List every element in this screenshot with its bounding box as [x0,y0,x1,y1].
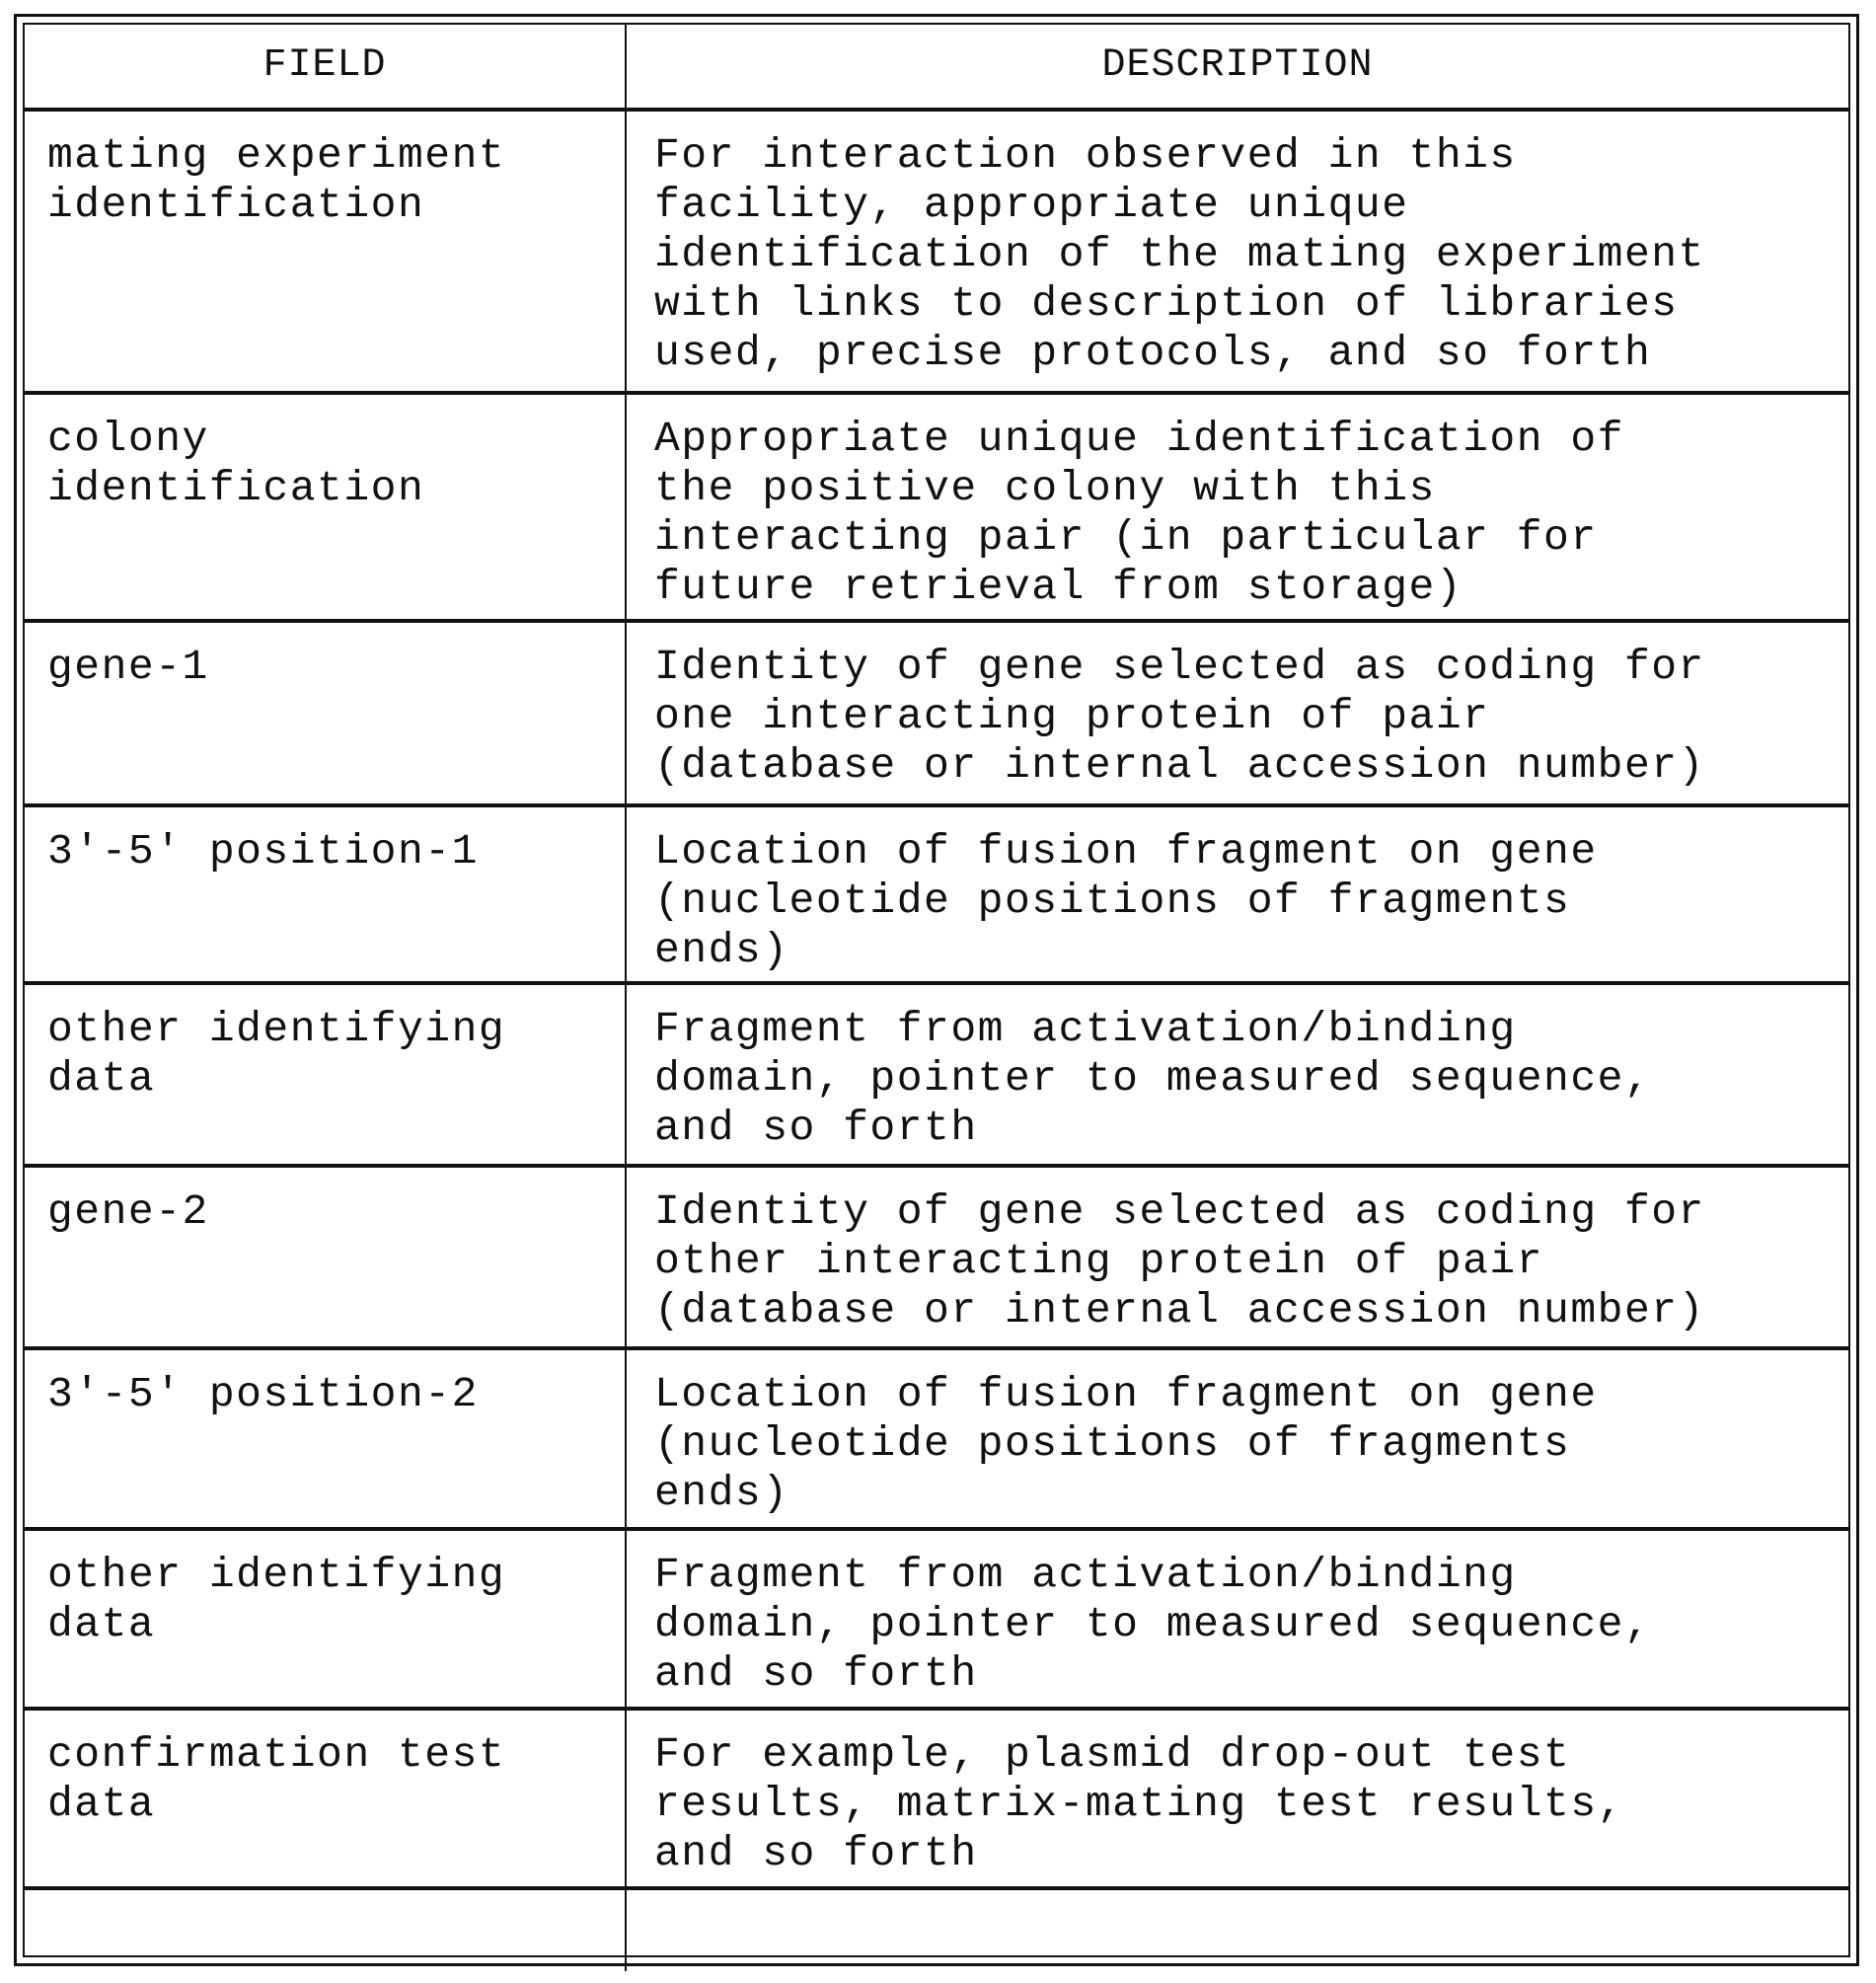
table-row [25,110,1848,393]
field-description-table [25,25,1848,1971]
field-description: For example, plasmid drop-out test results, matrix-mating test results, and so forth [654,1730,1624,1877]
field-cell [25,1348,626,1529]
field-description: Appropriate unique identification of the positive colony with this interacting pair (in particular for future retrieval from storage) [654,415,1624,611]
column-header-field: FIELD [25,25,626,110]
table-row [25,393,1848,621]
field-description: Fragment from activation/binding domain, pointer to measured sequence, and so forth [654,1551,1652,1698]
field-cell [25,1888,626,1971]
table-outer-border [14,14,1859,1966]
field-name [25,1890,625,1910]
description-cell [626,1348,1848,1529]
field-description: For interaction observed in this facility, appropriate unique identification of the mating experiment with links to description of libraries used, precise protocols, and so forth [654,131,1705,377]
field-cell [25,621,626,805]
field-description: Fragment from activation/binding domain, pointer to measured sequence, and so forth [654,1005,1652,1152]
description-cell [626,983,1848,1166]
field-name: gene-1 [47,643,209,691]
description-cell [626,1709,1848,1888]
description-cell [626,805,1848,983]
table-row-empty [25,1888,1848,1971]
field-name: other identifying data [47,1551,506,1648]
table-row [25,1529,1848,1709]
table-row [25,805,1848,983]
field-name: colony identification [47,415,425,512]
table-row [25,621,1848,805]
field-cell [25,110,626,393]
description-cell [626,1888,1848,1971]
field-name: 3′-5′ position-1 [47,827,479,876]
description-cell [626,621,1848,805]
table-header-row [25,25,1848,110]
table-inner-border [23,23,1850,1957]
column-header-description: DESCRIPTION [626,25,1848,110]
field-name: mating experiment identification [47,131,506,229]
field-cell [25,983,626,1166]
table-row [25,1348,1848,1529]
field-cell [25,805,626,983]
field-description: Location of fusion fragment on gene (nucleotide positions of fragments ends) [654,1370,1598,1517]
table-row [25,983,1848,1166]
field-cell [25,1529,626,1709]
table-row [25,1166,1848,1348]
field-cell [25,1166,626,1348]
description-cell [626,1166,1848,1348]
field-description: Identity of gene selected as coding for one interacting protein of pair (database or internal accession number) [654,643,1705,790]
field-description [627,1890,1848,1910]
table-row [25,1709,1848,1888]
field-name: 3′-5′ position-2 [47,1370,479,1418]
description-cell [626,393,1848,621]
description-cell [626,110,1848,393]
field-cell [25,1709,626,1888]
field-description: Identity of gene selected as coding for other interacting protein of pair (database or internal accession number) [654,1187,1705,1335]
field-name: confirmation test data [47,1730,506,1828]
field-name: gene-2 [47,1187,209,1236]
field-description: Location of fusion fragment on gene (nucleotide positions of fragments ends) [654,827,1598,974]
description-cell [626,1529,1848,1709]
field-name: other identifying data [47,1005,506,1103]
field-cell [25,393,626,621]
